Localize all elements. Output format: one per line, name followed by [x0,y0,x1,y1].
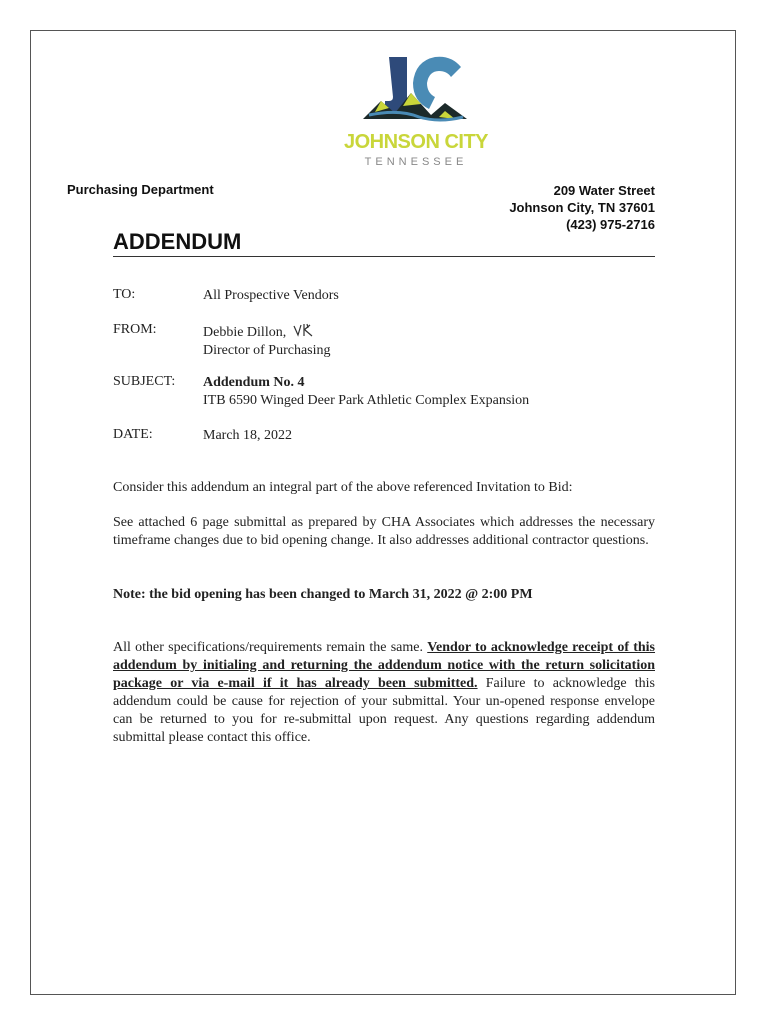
title-divider [113,256,655,257]
address-phone: (423) 975-2716 [566,217,655,232]
subject-addendum-number: Addendum No. 4 [203,375,305,390]
date-value: March 18, 2022 [203,428,293,443]
address-city: Johnson City, TN 37601 [509,200,655,215]
department-name: Purchasing Department [67,182,214,197]
bid-opening-note: Note: the bid opening has been changed to March 31, 2022 @ 2:00 PM [113,587,533,602]
document-page [30,30,736,995]
logo-city-name: JOHNSON CITY [343,131,489,153]
address-block [509,182,655,233]
intro-paragraph: Consider this addendum an integral part of the above referenced Invitation to Bid: [113,480,573,495]
ack-intro-text: All other specifications/requirements remain the same. [113,640,423,655]
to-label: TO: [113,287,136,302]
from-title: Director of Purchasing [203,343,331,358]
subject-label: SUBJECT: [113,374,176,389]
handwritten-initials-icon [293,322,315,338]
document-title: ADDENDUM [113,229,242,254]
submittal-paragraph: See attached 6 page submittal as prepared by CHA Associates which addresses the necessary timeframe changes due to bid opening change. It also addresses additional contractor questions. [113,515,655,548]
date-label: DATE: [113,427,153,442]
from-name: Debbie Dillon, [203,325,287,340]
acknowledgement-paragraph [113,639,655,747]
subject-value [203,374,529,410]
from-value [203,322,331,360]
ack-closing-text: Failure to acknowledge this addendum could be cause for rejection of your submittal. Your un-opened response envelope can be returned to you for re-submittal upon request. Any questions regarding addendum submittal please contact this office. [113,676,655,745]
from-label: FROM: [113,322,157,337]
address-street: 209 Water Street [553,183,655,198]
to-value: All Prospective Vendors [203,288,339,303]
johnson-city-logo [331,53,501,173]
logo-mark-icon [361,53,471,133]
logo-state-name: TENNESSEE [364,156,468,168]
from-name-line [203,322,331,342]
ack-instruction-text: Vendor to acknowledge receipt of this addendum by initialing and returning the addendum notice with the return solicitation package or via e-mail if it has already been submitted. [113,640,656,691]
subject-itb: ITB 6590 Winged Deer Park Athletic Complex Expansion [203,393,530,408]
